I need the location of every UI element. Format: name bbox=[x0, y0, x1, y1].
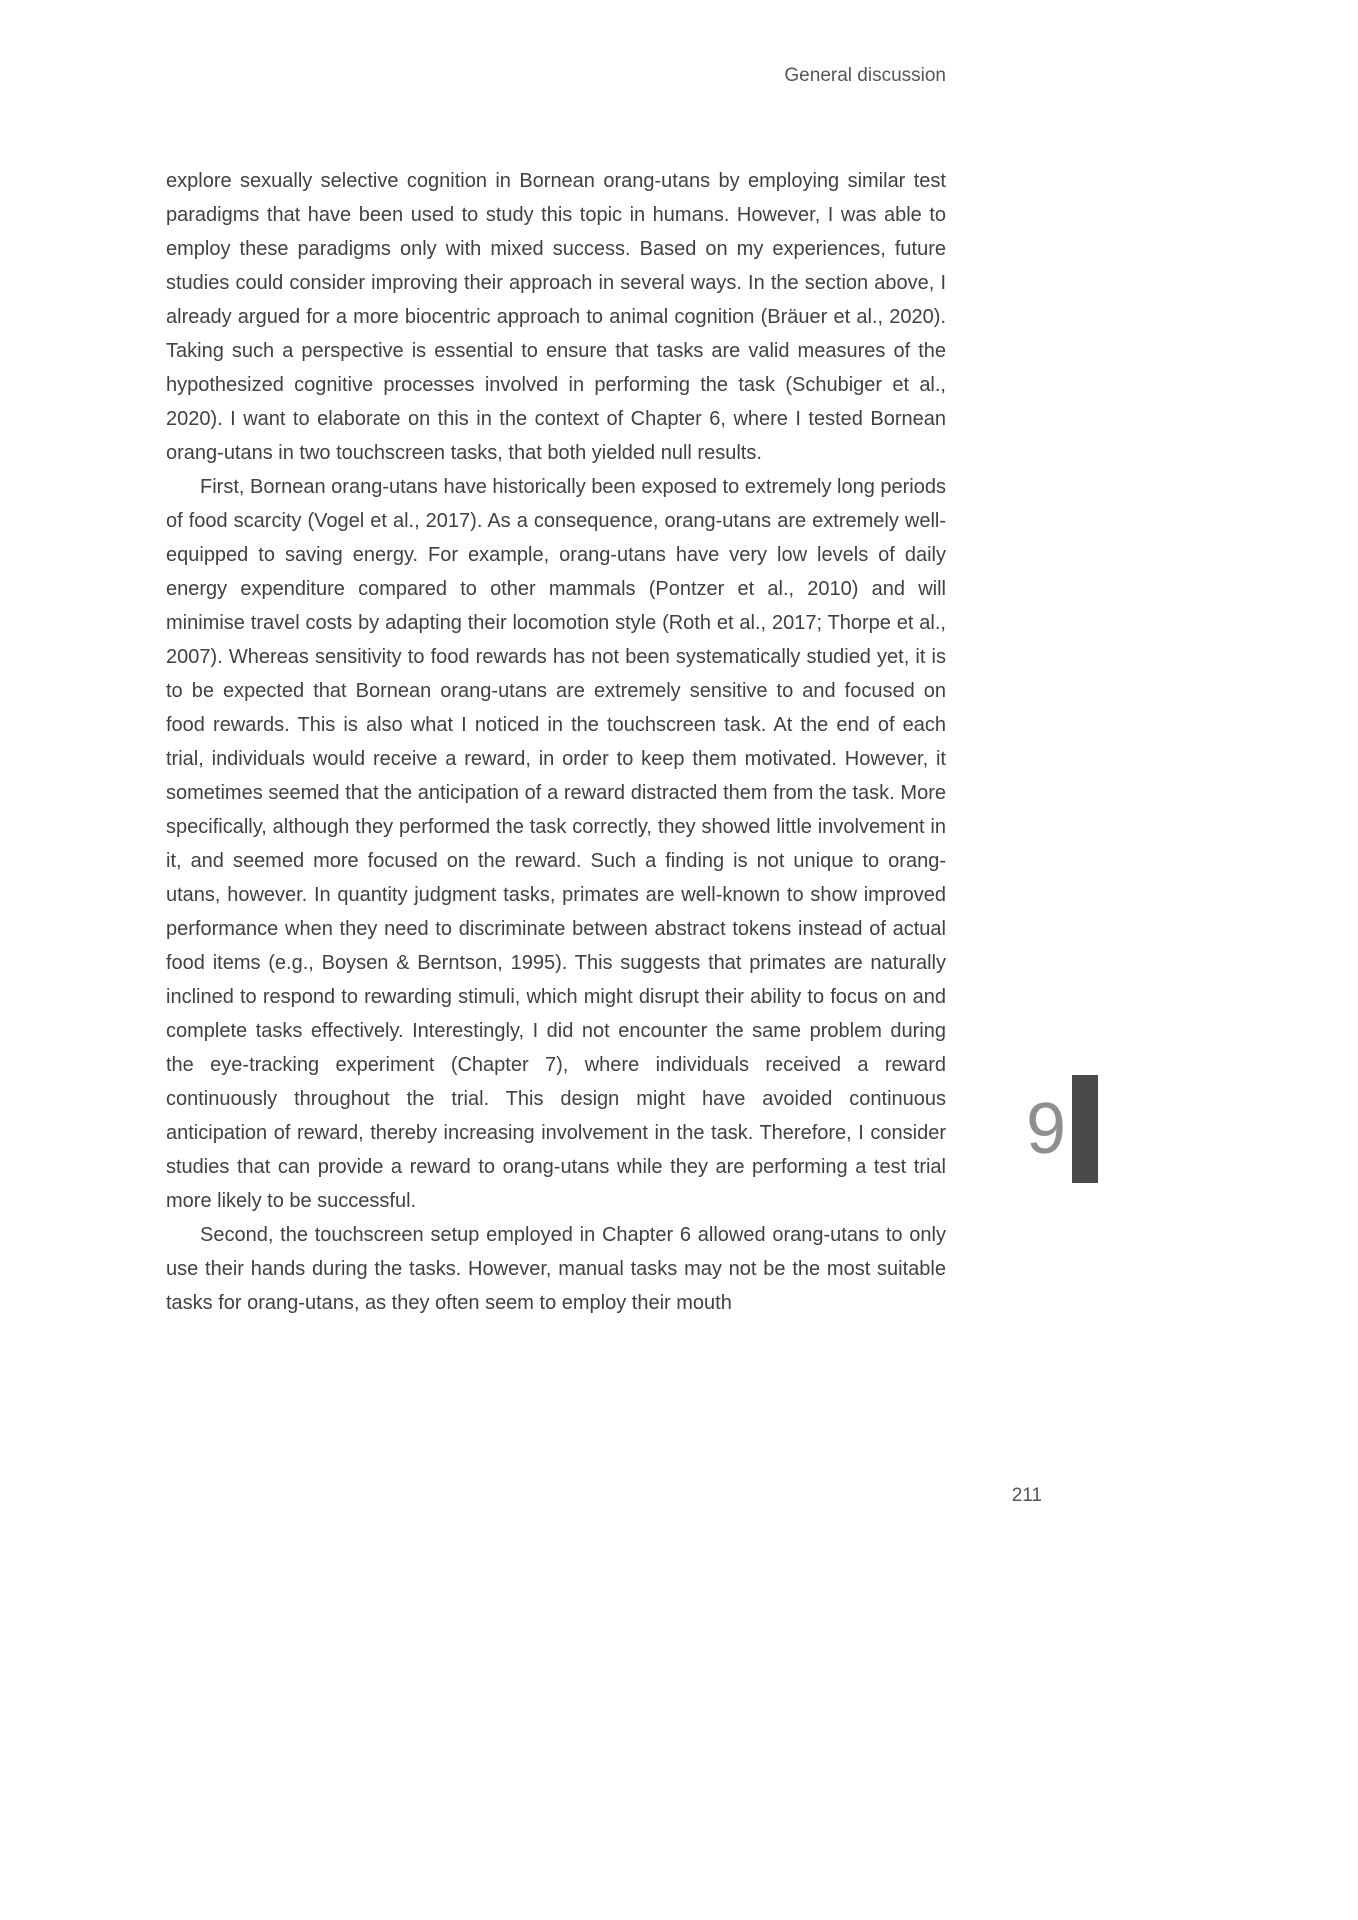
running-header: General discussion bbox=[784, 65, 946, 86]
chapter-tab-bar bbox=[1072, 1075, 1098, 1183]
page-number: 211 bbox=[1011, 1485, 1042, 1506]
paragraph: Second, the touchscreen setup employed in Chapter 6 allowed orang-utans to only use their hands during the tasks. However, manual tasks may not be the most suitable tasks for orang-utans, as they often seem to employ their mouth bbox=[166, 1224, 946, 1314]
paragraph: explore sexually selective cognition in Bornean orang-utans by employing similar test paradigms that have been used to study this topic in humans. However, I was able to employ these paradigms only with mixed success. Based on my experiences, future studies could consider improving their approach in several ways. In the section above, I already argued for a more biocentric approach to animal cognition (Bräuer et al., 2020). Taking such a perspective is essential to ensure that tasks are valid measures of the hypothesized cognitive processes involved in performing the task (Schubiger et al., 2020). I want to elaborate on this in the context of Chapter 6, where I tested Bornean orang-utans in two touchscreen tasks, that both yielded null results. bbox=[166, 170, 946, 464]
body-text bbox=[166, 164, 946, 1320]
chapter-number: 9 bbox=[1025, 1089, 1066, 1169]
paragraph: First, Bornean orang-utans have historically been exposed to extremely long periods of food scarcity (Vogel et al., 2017). As a consequence, orang-utans are extremely well-equipped to saving energy. For example, orang-utans have very low levels of daily energy expenditure compared to other mammals (Pontzer et al., 2010) and will minimise travel costs by adapting their locomotion style (Roth et al., 2017; Thorpe et al., 2007). Whereas sensitivity to food rewards has not been systematically studied yet, it is to be expected that Bornean orang-utans are extremely sensitive to and focused on food rewards. This is also what I noticed in the touchscreen task. At the end of each trial, individuals would receive a reward, in order to keep them motivated. However, it sometimes seemed that the anticipation of a reward distracted them from the task. More specifically, although they performed the task correctly, they showed little involvement in it, and seemed more focused on the reward. Such a finding is not unique to orang-utans, however. In quantity judgment tasks, primates are well-known to show improved performance when they need to discriminate between abstract tokens instead of actual food items (e.g., Boysen & Berntson, 1995). This suggests that primates are naturally inclined to respond to rewarding stimuli, which might disrupt their ability to focus on and complete tasks effectively. Interestingly, I did not encounter the same problem during the eye-tracking experiment (Chapter 7), where individuals received a reward continuously throughout the trial. This design might have avoided continuous anticipation of reward, thereby increasing involvement in the task. Therefore, I consider studies that can provide a reward to orang-utans while they are performing a test trial more likely to be successful. bbox=[166, 476, 946, 1212]
